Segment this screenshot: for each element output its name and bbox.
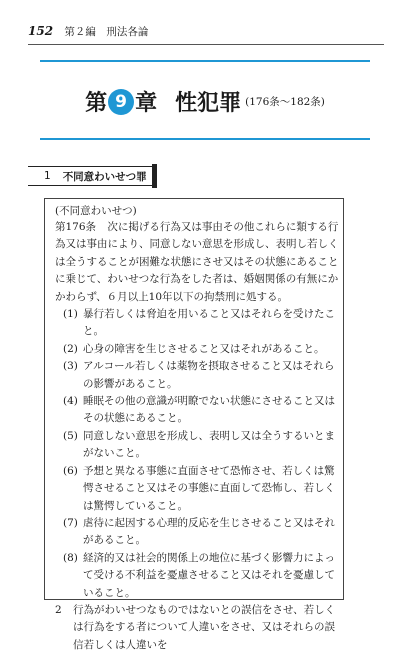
list-item [63, 515, 339, 550]
list-item [63, 550, 339, 602]
list-item [63, 341, 339, 358]
section-heading [28, 166, 154, 186]
chapter-rule-top [40, 60, 370, 62]
section-title: 不同意わいせつ罪 [62, 170, 147, 183]
item-text: 睡眠その他の意識が明瞭でない状態にさせること又はその状態にあること。 [83, 395, 335, 425]
statute-caption: (不同意わいせつ) [55, 205, 137, 217]
chapter-article-range: (176条〜182条) [245, 96, 325, 108]
item-text: 同意しない意思を形成し、表明し又は全うするいとまがないこと。 [83, 429, 335, 460]
statute-box [44, 198, 344, 651]
item-mark: (2) [63, 342, 78, 355]
article-items [55, 306, 339, 602]
list-item [63, 463, 339, 515]
item-mark: (3) [63, 360, 78, 373]
item-text: 予想と異なる事態に直面させて恐怖させ、若しくは驚愕させること又はその事態に直面して恐怖し、若しくは驚愕していること。 [83, 464, 335, 512]
chapter-prefix: 第 [85, 90, 108, 116]
item-mark: (5) [63, 429, 78, 442]
item-mark: (4) [63, 395, 78, 408]
list-item [63, 393, 339, 428]
part-title: 第２編 刑法各論 [64, 26, 149, 38]
list-item [63, 358, 339, 393]
article-paragraph-1 [55, 219, 339, 306]
list-item [63, 306, 339, 341]
chapter-rule-bottom [40, 138, 370, 140]
section-number: 1 [44, 170, 51, 182]
item-mark: (1) [63, 308, 78, 321]
running-header [28, 24, 148, 39]
item-text: 暴行若しくは脅迫を用いること又はそれらを受けたこと。 [83, 308, 335, 338]
item-text: アルコール若しくは薬物を摂取させること又はそれらの影響があること。 [83, 360, 335, 390]
item-text: 虐待に起因する心理的反応を生じさせること又はそれがあること。 [83, 516, 335, 547]
article-paragraph-2 [55, 602, 339, 654]
paragraph-mark: 2 [55, 603, 62, 616]
chapter-title: 性犯罪 [175, 90, 242, 116]
item-text: 心身の障害を生じさせること又はそれがあること。 [83, 342, 325, 355]
paragraph-text: 行為がわいせつなものではないとの誤信をさせ、若しくは行為をする者について人違いをさせ、又はそれらの誤信若しくは人違いを [73, 603, 336, 651]
list-item [63, 428, 339, 463]
section-end-bar [152, 164, 157, 188]
item-mark: (8) [63, 551, 78, 564]
header-rule [28, 44, 384, 45]
chapter-suffix: 章 [135, 90, 158, 116]
item-mark: (6) [63, 464, 78, 477]
chapter-number-badge: 9 [108, 89, 134, 115]
article-label: 第176条 [55, 221, 97, 233]
statute-body [55, 219, 339, 654]
chapter-heading [0, 86, 410, 117]
item-mark: (7) [63, 516, 78, 529]
item-text: 経済的又は社会的関係上の地位に基づく影響力によって受ける不利益を憂慮させること又はそれを憂慮していること。 [83, 551, 335, 599]
page-number: 152 [28, 24, 54, 38]
article-text: 次に掲げる行為又は事由その他これらに類する行為又は事由により、同意しない意思を形成し、表明し若しくは全うすることが困難な状態にさせ又はその状態にあることに乗じて、わいせつな行為をした者は、婚姻関係の有無にかかわらず、６月以上10年以下の拘禁刑に処する。 [55, 221, 339, 303]
